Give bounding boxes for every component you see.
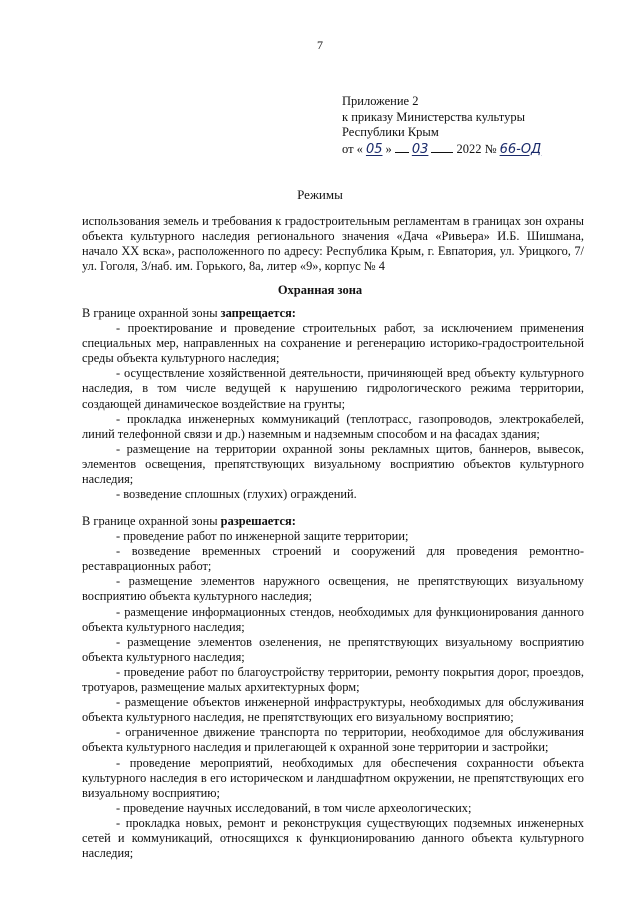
allowed-item: - прокладка новых, ремонт и реконструкция существующих подземных инженерных сетей и коммуникаций, относящихся к функционированию данного объекта культурного наследия; (82, 815, 584, 861)
prohibited-item: - возведение сплошных (глухих) ограждений. (116, 487, 357, 502)
allowed-item: - проведение мероприятий, необходимых для обеспечения сохранности объекта культурного наследия в его историческом и ландшафтном окружении, не препятствующих его визуальному восприятию; (82, 755, 584, 800)
prohibited-lead-bold: запрещается: (220, 306, 296, 320)
date-prefix: от « (342, 141, 363, 156)
section-title: Охранная зона (277, 283, 363, 297)
allowed-block (82, 514, 584, 861)
prohibited-item: - размещение на территории охранной зоны рекламных щитов, баннеров, вывесок, элементов освещения, препятствующих визуальному восприятию объектов культурного наследия; (82, 441, 584, 487)
document-title: Режимы (297, 187, 343, 202)
date-mid: » (385, 141, 392, 156)
allowed-lead-bold: разрешается: (220, 514, 296, 528)
prohibited-item: - прокладка инженерных коммуникаций (теплотрасс, газопроводов, электрокабелей, линий телефонной связи и др.) наземным и надземным способом и на фасадах здания; (82, 411, 584, 441)
document-subtitle: использования земель и требования к градостроительным регламентам в границах зон охраны объекта культурного наследия регионального значения «Дача «Ривьера» И.Б. Шишмана, начало XX вска», расположенного по адресу: Республика Крым, г. Евпатория, ул. Урицкого, 7/ул. Гоголя, 3/наб. им. Горького, 8а, литер «9», корпус № 4 (82, 214, 584, 274)
allowed-item: - размещение элементов наружного освещения, не препятствующих визуальному восприятию объекта культурного наследия; (82, 574, 584, 604)
allowed-item: - возведение временных строений и сооружений для проведения ремонтно-реставрационных работ; (82, 544, 584, 574)
appendix-order-ref: к приказу Министерства культуры (342, 109, 525, 124)
date-blank-left (395, 141, 409, 153)
handwritten-month: 03 (411, 141, 429, 157)
allowed-item: - ограниченное движение транспорта по территории, необходимое для обслуживания объекта культурного наследия и прилегающей к охранной зоне территории и застройки; (82, 725, 584, 755)
allowed-item: - размещение информационных стендов, необходимых для функционирования данного объекта культурного наследия; (82, 604, 584, 634)
appendix-title: Приложение 2 (342, 94, 419, 108)
allowed-lead-text: В границе охранной зоны (82, 514, 221, 528)
allowed-item: - проведение работ по благоустройству территории, ремонту покрытия дорог, проездов, тротуаров, размещение малых архитектурных форм; (82, 664, 584, 695)
appendix-header (342, 94, 544, 157)
allowed-item: - проведение научных исследований, в том числе археологических; (116, 800, 472, 815)
date-year: 2022 № (456, 141, 497, 156)
handwritten-number: 66-ОД (499, 141, 542, 157)
prohibited-item: - осуществление хозяйственной деятельности, причиняющей вред объекту культурного наследия, в том числе ведущей к нарушению гидрологического режима территории, создающей динамическое воздействие на грунты; (82, 366, 584, 411)
prohibited-lead (82, 306, 584, 321)
handwritten-day: 05 (365, 141, 383, 157)
appendix-date-line (342, 141, 544, 158)
prohibited-item: - проектирование и проведение строительных работ, за исключением применения специальных мер, направленных на сохранение и регенерацию историко-градостроительной среды объекта культурного наследия; (82, 321, 584, 366)
page-number: 7 (317, 38, 323, 52)
appendix-republic: Республики Крым (342, 125, 439, 139)
allowed-item: - размещение объектов инженерной инфраструктуры, необходимых для обслуживания объекта культурного наследия, не препятствующих его визуальному восприятию; (82, 695, 584, 725)
allowed-lead (82, 514, 584, 529)
prohibited-lead-text: В границе охранной зоны (82, 306, 221, 320)
allowed-item: - проведение работ по инженерной защите территории; (116, 529, 409, 544)
prohibited-block (82, 306, 584, 502)
allowed-item: - размещение элементов озеленения, не препятствующих визуальному восприятию объекта культурного наследия; (82, 634, 584, 664)
date-blank-right (431, 141, 453, 153)
